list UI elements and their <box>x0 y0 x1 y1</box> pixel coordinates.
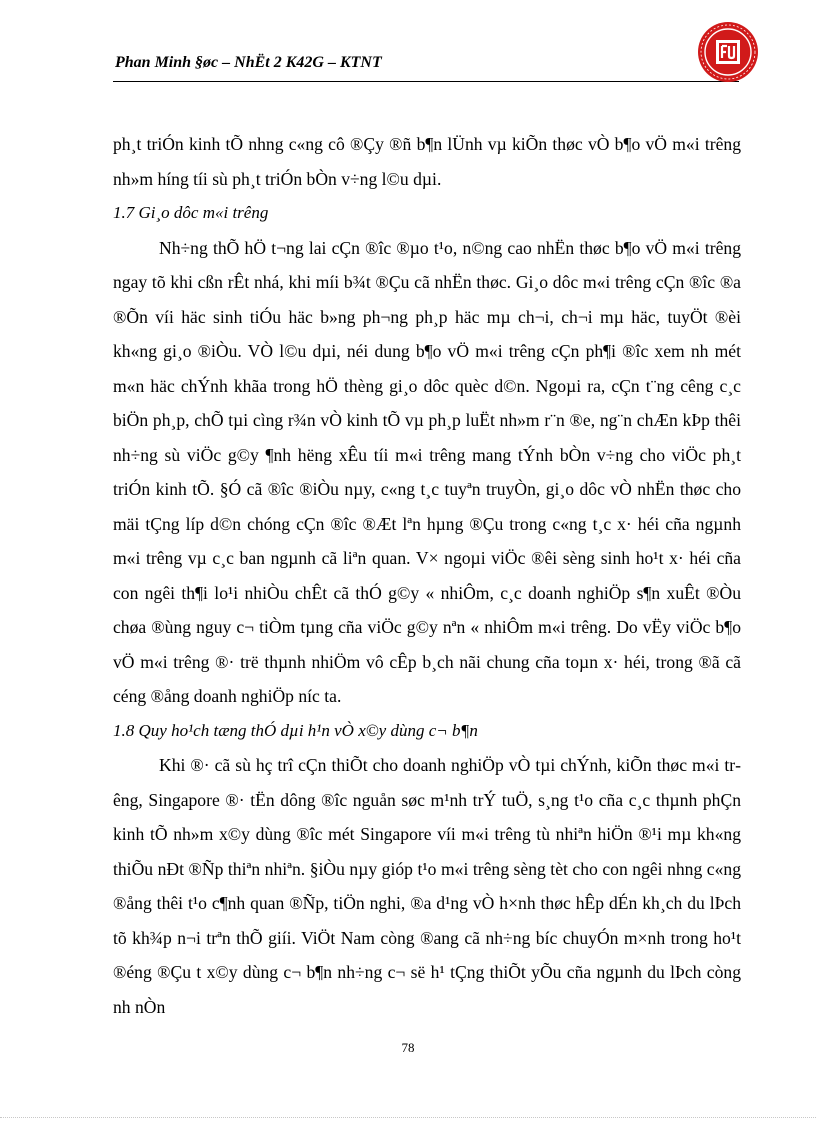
page-body <box>113 127 741 1024</box>
university-logo-icon <box>697 21 759 83</box>
page-edge-divider <box>0 1117 816 1118</box>
header-divider <box>113 81 739 82</box>
page-number: 78 <box>401 1040 415 1055</box>
section-heading-1-7: 1.7 Gi¸o dôc m«i trêng <box>113 203 269 222</box>
paragraph: Nh÷ng thÕ hÖ t¬ng lai cÇn ®îc ®µo t¹o, n©ng cao nhËn thøc b¶o vÖ m«i trêng ngay tõ khi cßn rÊt nhá, khi míi b¾t ®Çu cã nhËn thøc. Gi¸o dôc m«i trêng cÇn ®îc ®a ®Õn víi häc sinh tiÓu häc b»ng ph¬ng ph¸p häc mµ ch¬i, ch¬i mµ häc, tuyÖt ®èi kh«ng gi¸o ®iÒu. VÒ l©u dµi, néi dung b¶o vÖ m«i trêng cÇn ph¶i ®îc xem nh mét m«n häc chÝnh khãa trong hÖ thèng gi¸o dôc quèc d©n. Ngoµi ra, cÇn t¨ng cêng c¸c biÖn ph¸p, chÕ tµi cìng r¾n vÒ kinh tÕ vµ ph¸p luËt nh»m r¨n ®e, ng¨n chÆn kÞp thêi nh÷ng sù viÖc g©y ¶nh hëng xÊu tíi m«i trêng mang tÝnh bÒn v÷ng cho viÖc ph¸t triÓn kinh tÕ. §Ó cã ®îc ®iÒu nµy, c«ng t¸c tuyªn truyÒn, gi¸o dôc vÒ nhËn thøc cho mäi tÇng líp d©n chóng cÇn ®îc ®Æt lªn hµng ®Çu trong c«ng t¸c x· héi cña ngµnh m«i trêng vµ c¸c ban ngµnh cã liªn quan. V× ngoµi viÖc ®êi sèng sinh ho¹t x· héi cña con ngêi th¶i lo¹i nhiÒu chÊt cã thÓ g©y « nhiÔm, c¸c doanh nghiÖp s¶n xuÊt ®Òu chøa ®ùng nguy c¬ tiÒm tµng cña viÖc g©y nªn « nhiÔm m«i trêng. Do vËy viÖc b¶o vÖ m«i trêng ®· trë thµnh nhiÖm vô cÊp b¸ch nãi chung cña toµn x· héi, trong ®ã cã céng ®ång doanh nghiÖp níc ta. <box>113 237 741 706</box>
paragraph: Khi ®· cã sù hç trî cÇn thiÕt cho doanh nghiÖp vÒ tµi chÝnh, kiÕn thøc m«i trêng, Singapore ®· tËn dông ®îc nguån søc m¹nh trÝ tuÖ, s¸ng t¹o cña c¸c thµnh phÇn kinh tÕ nh»m x©y dùng ®îc mét Singapore víi m«i trêng tù nhiªn hiÖn ®¹i mµ kh«ng thiÕu nÐt ®Ñp thiªn nhiªn. §iÒu nµy gióp t¹o m«i trêng sèng tèt cho con ngêi nhng c«ng ®ång thêi t¹o c¶nh quan ®Ñp, tiÖn nghi, ®a d¹ng vÒ h×nh thøc hÊp dÉn kh¸ch du lÞch tõ kh¾p n¬i trªn thÕ giíi. ViÖt Nam còng ®ang cã nh÷ng bíc chuyÓn m×nh trong ho¹t ®éng ®Çu t x©y dùng c¬ b¶n nh÷ng c¬ së h¹ tÇng thiÕt yÕu cña ngµnh du lÞch còng nh nÒn <box>113 755 741 1017</box>
paragraph: ph¸t triÓn kinh tÕ nhng c«ng cô ®Çy ®ñ b¶n lÜnh vµ kiÕn thøc vÒ b¶o vÖ m«i trêng nh»m híng tíi sù ph¸t triÓn bÒn v÷ng l©u dµi. <box>113 134 741 189</box>
document-header: Phan Minh §øc – NhËt 2 K42G – KTNT <box>115 54 382 71</box>
section-heading-1-8: 1.8 Quy ho¹ch tæng thÓ dµi h¹n vÒ x©y dùng c¬ b¶n <box>113 720 478 740</box>
